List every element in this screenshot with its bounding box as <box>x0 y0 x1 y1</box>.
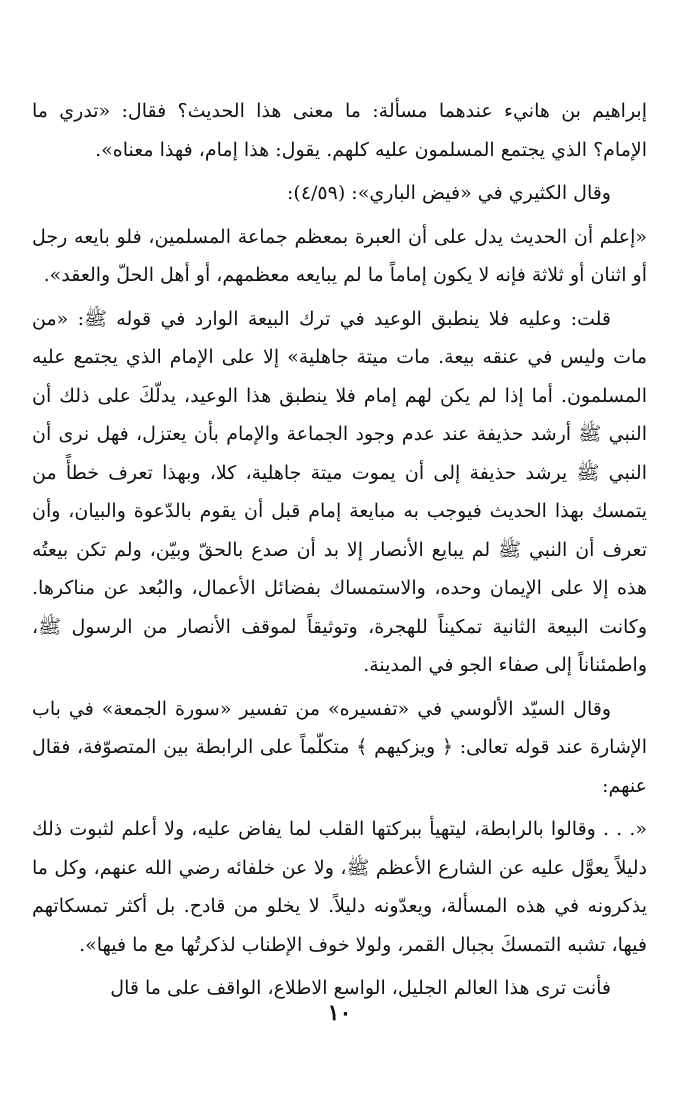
paragraph-continuation: إبراهيم بن هانيء عندهما مسألة: ما معنى هذا الحديث؟ فقال: «تدري ما الإمام؟ الذي يجتمع المسلمون عليه كلهم. يقول: هذا إمام، فهذا معناه». <box>32 100 647 161</box>
paragraph-closing: فأنت ترى هذا العالم الجليل، الواسع الاطلاع، الواقف على ما قال <box>110 977 611 999</box>
paragraph-quote-alusi: «. . . وقالوا بالرابطة، ليتهيأ ببركتها القلب لما يفاض عليه، ولا أعلم لثبوت ذلك دليلاً يعوَّل عليه عن الشارع الأعظم ﷺ، ولا عن خلفائه رضي الله عنهم، وكل ما يذكرونه في هذه المسألة، ويعدّونه دليلاً. لا يخلو من قادح. بل أكثر تمسكاتهم فيها، تشبه التمسكَ بجبال القمر، ولولا خوف الإطناب لذكرتُها مع ما فيها». <box>32 818 647 956</box>
paragraph-citation-kathiri: وقال الكثيري في «فيض الباري»: (٤/٥٩): <box>286 182 611 204</box>
paragraph-quote-kathiri: «إعلم أن الحديث يدل على أن العبرة بمعظم جماعة المسلمين، فلو بايعه رجل أو اثنان أو ثلاثة فإنه لا يكون إماماً ما لم يبايعه معظمهم، أو أهل الحلّ والعقد». <box>32 225 647 286</box>
paragraph-commentary: قلت: وعليه فلا ينطبق الوعيد في ترك البيعة الوارد في قوله ﷺ: «من مات وليس في عنقه بيعة. مات ميتة جاهلية» إلا على الإمام الذي يجتمع عليه المسلمون. أما إذا لم يكن لهم إمام فلا ينطبق هذا الوعيد، يدلّكَ على ذلك أن النبي ﷺ أرشد حذيفة عند عدم وجود الجماعة والإمام بأن يعتزل، فهل نرى أن النبي ﷺ يرشد حذيفة إلى أن يموت ميتة جاهلية، كلا، وبهذا تعرف خطأً من يتمسك بهذا الحديث فيوجب به مبايعة إمام قبل أن يقوم بالدّعوة والبيان، وأن تعرف أن النبي ﷺ لم يبايع الأنصار إلا بد أن صدع بالحقّ وبيّن، ولم تكن بيعتُه هذه إلا على الإيمان وحده، والاستمساك بفضائل الأعمال، والبُعد عن مناكرها. وكانت البيعة الثانية تمكيناً للهجرة، وتوثيقاً لموقف الأنصار من الرسول ﷺ، واطمئناناً إلى صفاء الجو في المدينة. <box>32 307 647 676</box>
page-number: ١٠ <box>327 1000 352 1026</box>
paragraph-citation-alusi: وقال السيّد الألوسي في «تفسيره» من تفسير «سورة الجمعة» في باب الإشارة عند قوله تعالى: ﴿ ويزكيهم ﴾ متكلّماً على الرابطة بين المتصوّفة، فقال عنهم: <box>32 697 647 797</box>
page-text <box>32 92 647 1013</box>
